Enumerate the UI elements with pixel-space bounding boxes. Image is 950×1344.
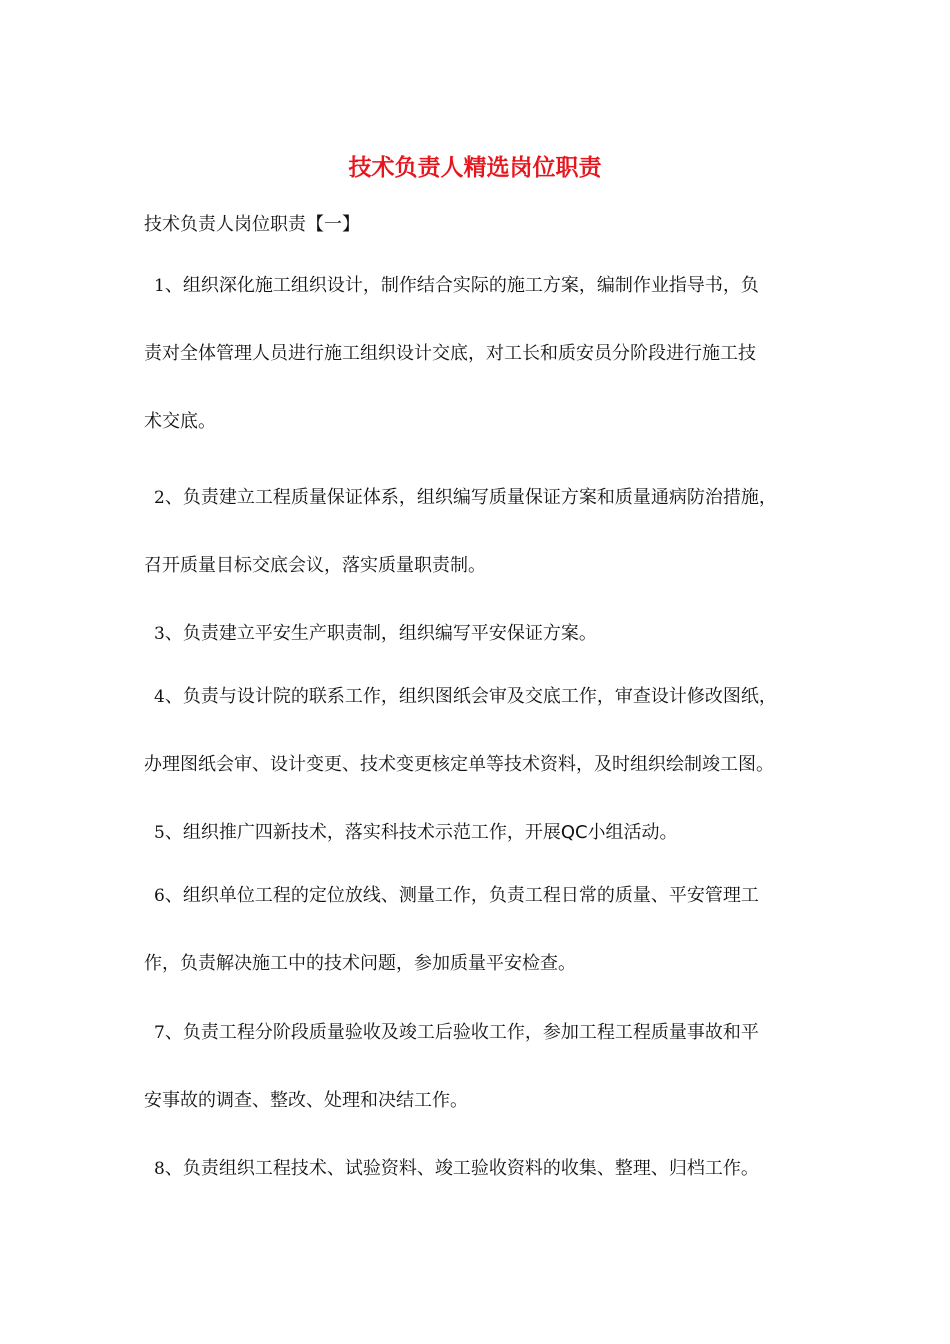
item-line: 8、负责组织工程技术、试验资料、竣工验收资料的收集、整理、归档工作。 <box>154 1158 759 1179</box>
item-line: 7、负责工程分阶段质量验收及竣工后验收工作，参加工程工程质量事故和平 <box>154 1022 759 1043</box>
item-line: 办理图纸会审、设计变更、技术变更核定单等技术资料，及时组织绘制竣工图。 <box>144 754 774 775</box>
item-line: 召开质量目标交底会议，落实质量职责制。 <box>144 555 486 576</box>
item-number: 2 <box>154 488 165 508</box>
item-line: 作，负责解决施工中的技术问题，参加质量平安检查。 <box>144 953 576 974</box>
duty-item-5 <box>144 799 814 867</box>
duty-item-6 <box>144 862 814 998</box>
duty-item-7 <box>144 999 814 1135</box>
item-line: 5、组织推广四新技术，落实科技术示范工作，开展QC小组活动。 <box>154 822 678 843</box>
item-number: 8 <box>154 1159 165 1179</box>
item-line: 3、负责建立平安生产职责制，组织编写平安保证方案。 <box>154 623 597 644</box>
duty-item-2 <box>144 464 814 600</box>
duty-item-1 <box>144 252 814 456</box>
item-number: 7 <box>154 1023 165 1043</box>
item-line: 安事故的调查、整改、处理和决结工作。 <box>144 1090 468 1111</box>
duty-item-4 <box>144 663 814 799</box>
item-number: 3 <box>154 624 165 644</box>
item-number: 1 <box>154 276 165 296</box>
item-line: 术交底。 <box>144 411 216 432</box>
duty-item-3 <box>144 600 814 668</box>
item-number: 4 <box>154 687 165 707</box>
section-heading: 技术负责人岗位职责【一】 <box>144 214 360 235</box>
item-line: 1、组织深化施工组织设计，制作结合实际的施工方案，编制作业指导书，负 <box>154 275 759 296</box>
item-number: 5 <box>154 823 165 843</box>
item-line: 6、组织单位工程的定位放线、测量工作，负责工程日常的质量、平安管理工 <box>154 885 759 906</box>
duty-item-8 <box>144 1135 814 1203</box>
item-line: 2、负责建立工程质量保证体系，组织编写质量保证方案和质量通病防治措施， <box>154 487 777 508</box>
item-line: 责对全体管理人员进行施工组织设计交底，对工长和质安员分阶段进行施工技 <box>144 343 756 364</box>
item-line: 4、负责与设计院的联系工作，组织图纸会审及交底工作，审查设计修改图纸， <box>154 686 777 707</box>
item-number: 6 <box>154 886 165 906</box>
document-title: 技术负责人精选岗位职责 <box>348 154 602 181</box>
